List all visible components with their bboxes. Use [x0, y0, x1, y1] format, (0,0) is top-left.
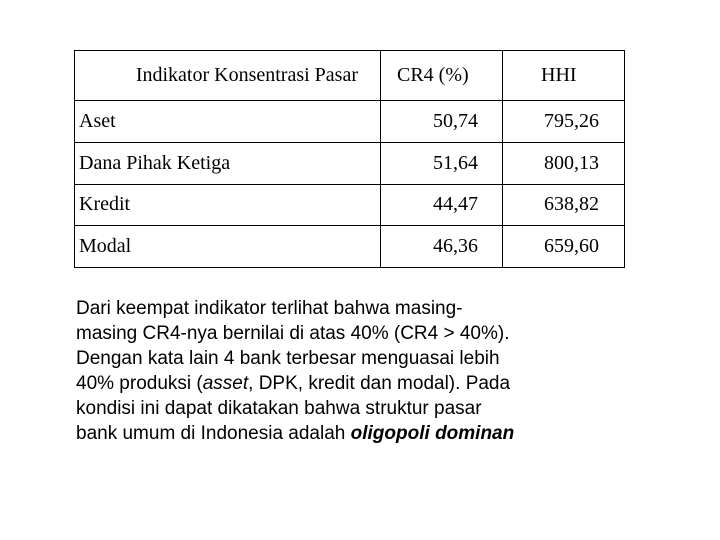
row-hhi: 795,26: [503, 101, 625, 143]
paragraph-line: kondisi ini dapat dikatakan bahwa struktur pasar: [76, 398, 482, 419]
row-cr4: 50,74: [381, 101, 503, 143]
paragraph-text: bank umum di Indonesia adalah: [76, 423, 351, 444]
paragraph-line: Dengan kata lain 4 bank terbesar menguasai lebih: [76, 348, 500, 369]
row-cr4: 46,36: [381, 226, 503, 268]
table-row: [75, 226, 625, 268]
paragraph-line: Dari keempat indikator terlihat bahwa masing-: [76, 298, 463, 319]
table-header-row: [75, 51, 625, 101]
table-row: [75, 184, 625, 226]
paragraph-text: 40% produksi (: [76, 373, 203, 394]
asset-italic-text: asset: [202, 373, 249, 394]
oligopoly-emphasis-text: oligopoli dominan: [350, 423, 515, 444]
table-row: [75, 101, 625, 143]
row-hhi: 659,60: [503, 226, 625, 268]
row-indicator: Modal: [75, 226, 381, 268]
header-indicator: Indikator Konsentrasi Pasar: [75, 51, 381, 101]
row-indicator: Aset: [75, 101, 381, 143]
row-indicator: Dana Pihak Ketiga: [75, 142, 381, 184]
row-cr4: 44,47: [381, 184, 503, 226]
paragraph-text: , DPK, kredit dan modal). Pada: [248, 373, 511, 394]
concentration-table: [74, 50, 625, 268]
conclusion-paragraph: [76, 296, 666, 446]
row-indicator: Kredit: [75, 184, 381, 226]
header-cr4: CR4 (%): [381, 51, 503, 101]
row-hhi: 638,82: [503, 184, 625, 226]
paragraph-line: [76, 371, 666, 396]
row-hhi: 800,13: [503, 142, 625, 184]
row-cr4: 51,64: [381, 142, 503, 184]
paragraph-line: masing CR4-nya bernilai di atas 40% (CR4 > 40%).: [76, 323, 510, 344]
table-row: [75, 142, 625, 184]
header-hhi: HHI: [503, 51, 625, 101]
paragraph-line: [76, 421, 666, 446]
